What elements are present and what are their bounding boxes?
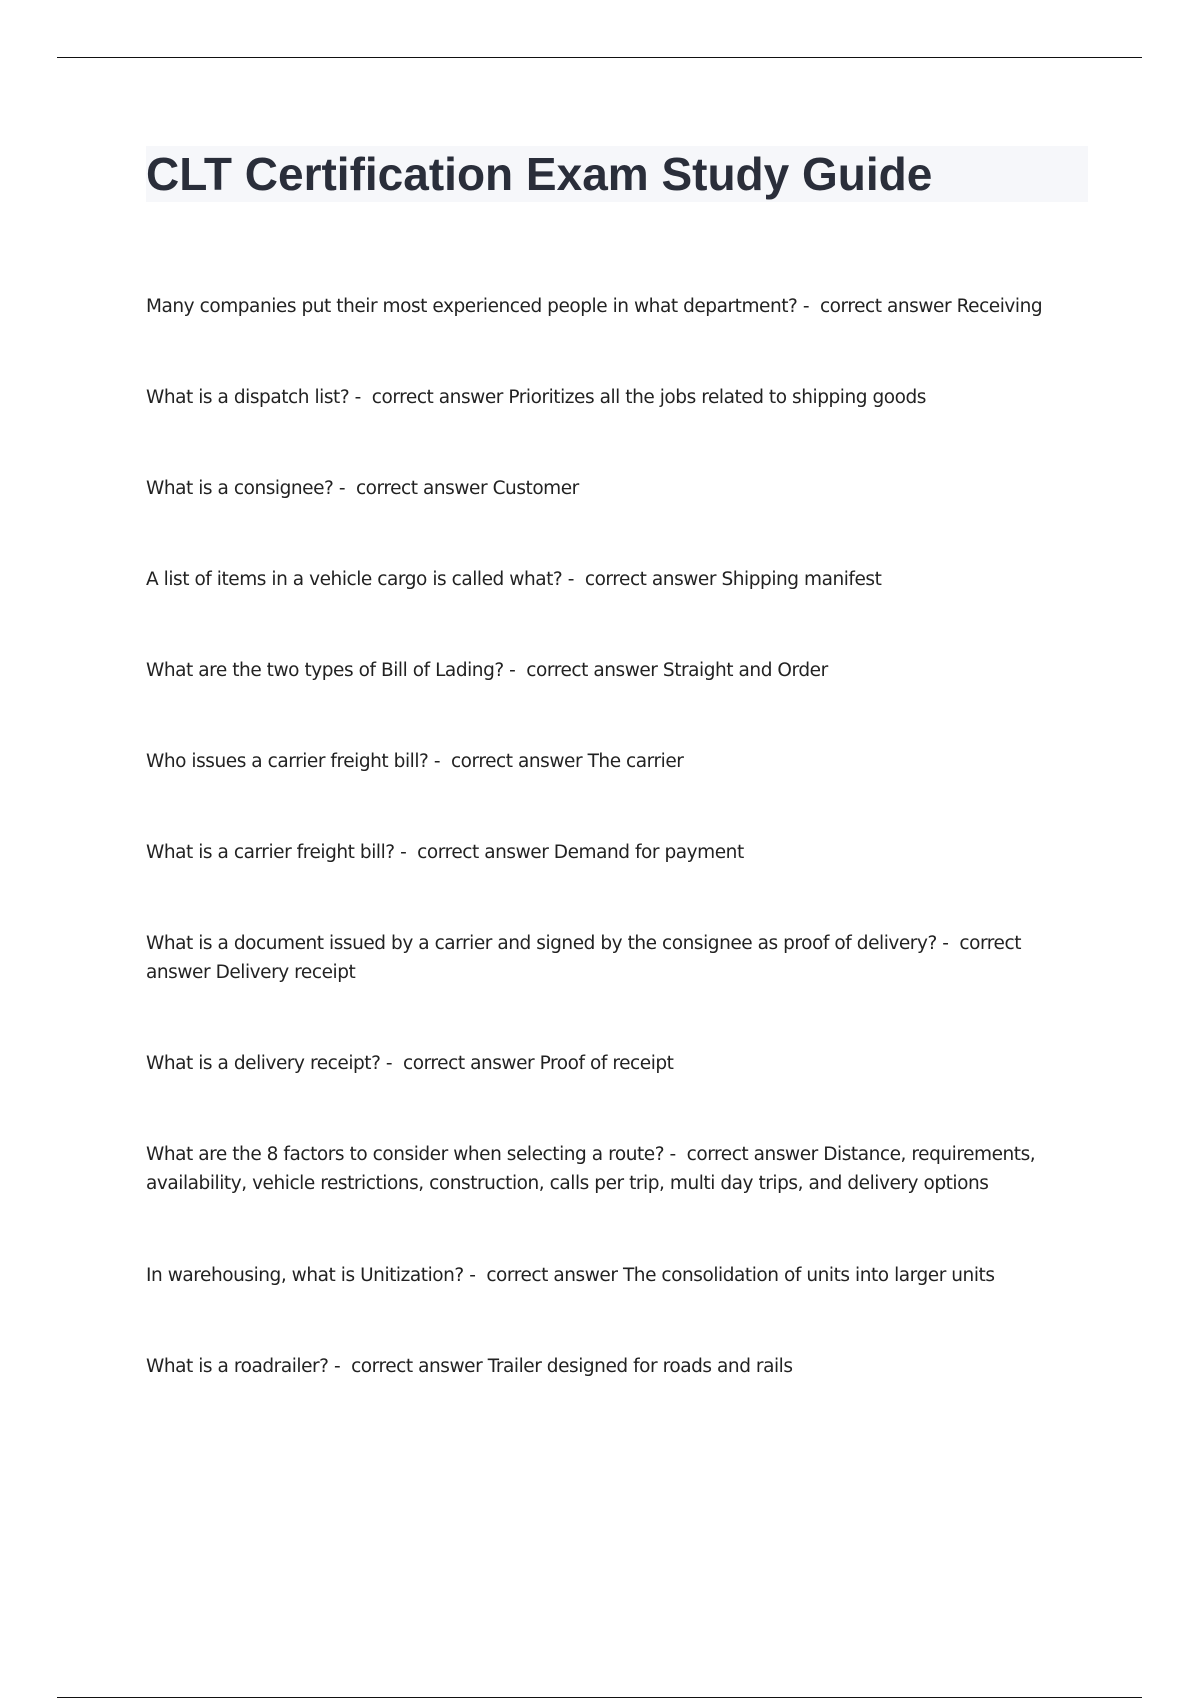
separator: - [797, 296, 820, 317]
question-text: What is a document issued by a carrier and signed by the consignee as proof of delivery? [146, 933, 937, 954]
qa-item [146, 1140, 1066, 1198]
answer-text: Demand for payment [553, 842, 744, 863]
qa-item [146, 1352, 1066, 1381]
qa-item [146, 1261, 1066, 1290]
answer-prefix: correct answer [819, 296, 952, 317]
qa-item [146, 474, 1066, 503]
answer-prefix: correct answer [351, 1356, 483, 1377]
answer-prefix: correct answer [584, 569, 717, 590]
question-text: What is a consignee? [146, 478, 334, 499]
qa-item [146, 292, 1066, 321]
question-text: What is a delivery receipt? [146, 1053, 381, 1074]
answer-prefix: correct answer [146, 933, 1022, 983]
top-rule [57, 57, 1142, 58]
answer-text: Trailer designed for roads and rails [487, 1356, 793, 1377]
answer-text: Delivery receipt [215, 962, 356, 983]
qa-item [146, 838, 1066, 867]
qa-item [146, 383, 1066, 412]
answer-text: Receiving [956, 296, 1043, 317]
question-text: Who issues a carrier freight bill? [146, 751, 429, 772]
answer-prefix: correct answer [403, 1053, 535, 1074]
separator: - [394, 842, 418, 863]
answer-text: Customer [492, 478, 579, 499]
qa-item [146, 656, 1066, 685]
qa-item [146, 1049, 1066, 1078]
question-text: A list of items in a vehicle cargo is called what? [146, 569, 563, 590]
answer-prefix: correct answer [486, 1265, 618, 1286]
separator: - [936, 933, 960, 954]
separator: - [503, 660, 527, 681]
question-text: Many companies put their most experienced people in what department? [146, 296, 798, 317]
answer-text: The consolidation of units into larger units [622, 1265, 995, 1286]
title-band [146, 146, 1088, 202]
question-text: What are the two types of Bill of Lading? [146, 660, 504, 681]
answer-prefix: correct answer [371, 387, 503, 408]
answer-prefix: correct answer [526, 660, 658, 681]
separator: - [328, 1356, 352, 1377]
question-text: In warehousing, what is Unitization? [146, 1265, 464, 1286]
answer-prefix: correct answer [450, 751, 583, 772]
qa-item [146, 565, 1066, 594]
document-title: CLT Certification Exam Study Guide [146, 148, 933, 200]
answer-text: Proof of receipt [539, 1053, 674, 1074]
qa-item [146, 929, 1066, 987]
bottom-rule [57, 1697, 1142, 1698]
answer-text: The carrier [587, 751, 684, 772]
answer-prefix: correct answer [355, 478, 488, 499]
answer-text: Straight and Order [662, 660, 828, 681]
answer-prefix: correct answer [686, 1144, 818, 1165]
question-text: What is a dispatch list? [146, 387, 350, 408]
separator: - [562, 569, 585, 590]
question-text: What is a carrier freight bill? [146, 842, 395, 863]
qa-item [146, 747, 1066, 776]
separator: - [349, 387, 372, 408]
separator: - [463, 1265, 487, 1286]
answer-text: Distance, requirements, availability, vehicle restrictions, construction, calls per trip, multi day trips, and delivery options [146, 1144, 1036, 1194]
separator: - [333, 478, 356, 499]
answer-text: Prioritizes all the jobs related to shipping goods [508, 387, 926, 408]
separator: - [380, 1053, 404, 1074]
separator: - [664, 1144, 687, 1165]
question-text: What is a roadrailer? [146, 1356, 329, 1377]
answer-prefix: correct answer [417, 842, 549, 863]
separator: - [428, 751, 451, 772]
question-text: What are the 8 factors to consider when selecting a route? [146, 1144, 665, 1165]
answer-text: Shipping manifest [721, 569, 882, 590]
